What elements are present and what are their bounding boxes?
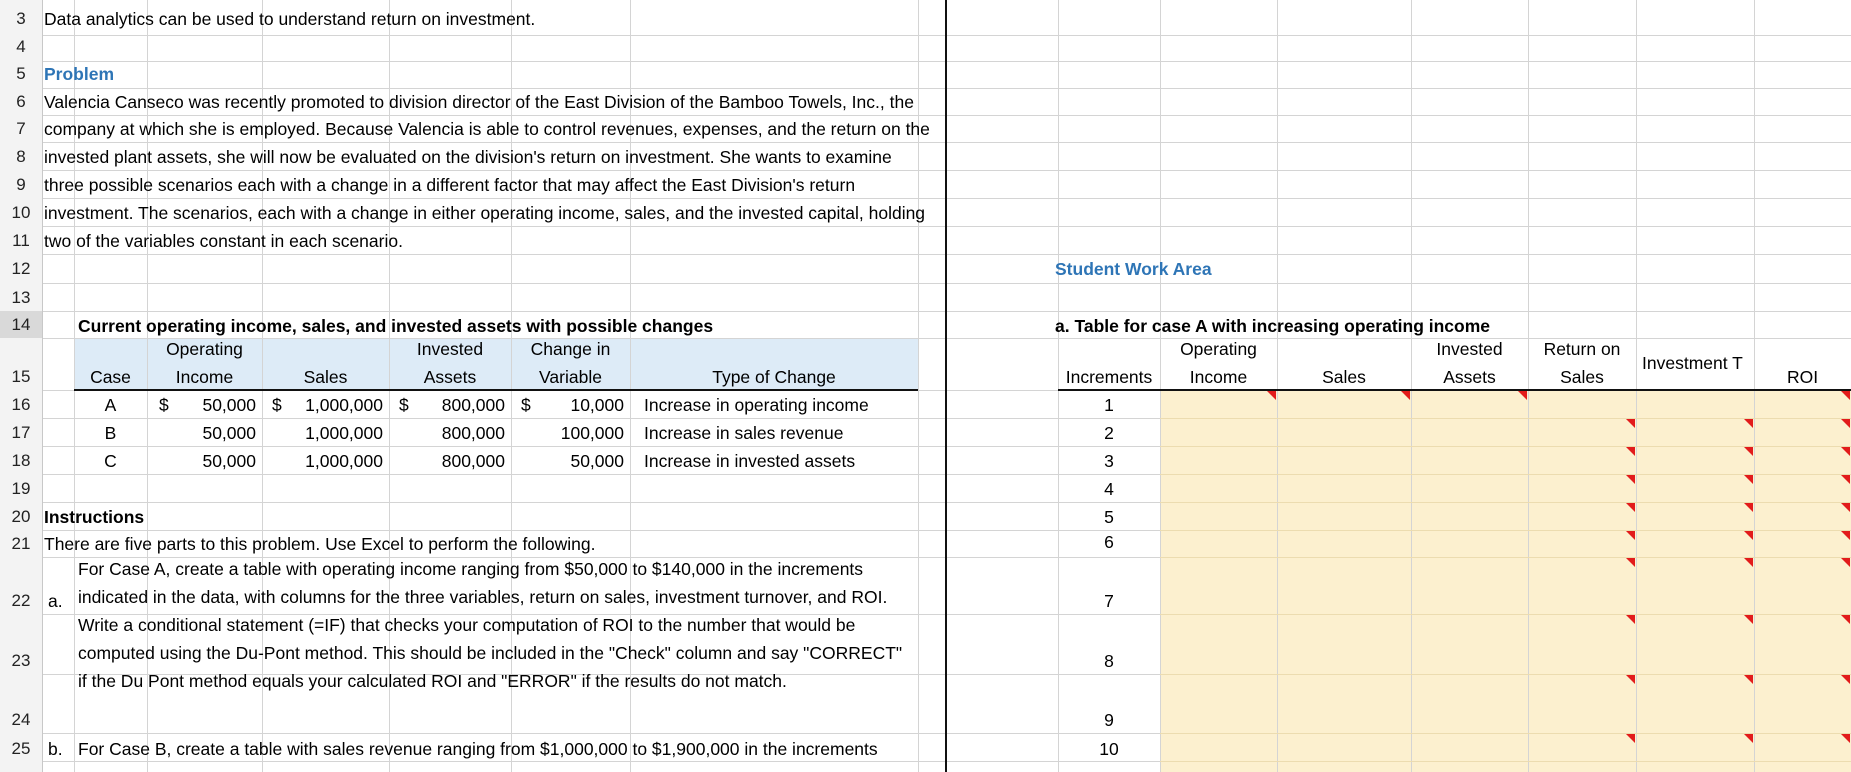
case-a-assets[interactable]: 800,000 [441, 395, 505, 415]
header-case: Case [90, 367, 131, 387]
row-header-20[interactable]: 20 [11, 507, 31, 526]
comment-indicator[interactable] [1744, 475, 1753, 484]
comment-indicator[interactable] [1626, 475, 1635, 484]
case-c-income[interactable]: 50,000 [202, 451, 256, 471]
case-b[interactable]: B [104, 423, 117, 443]
header-type-of-change: Type of Change [712, 367, 836, 387]
work-header-investment-turnover: Investment T [1642, 353, 1743, 373]
problem-line-5: investment. The scenarios, each with a change in either operating income, sales, and the invested capital, holding [44, 203, 926, 223]
comment-indicator[interactable] [1626, 419, 1635, 428]
problem-line-2: company at which she is employed. Because Valencia is able to control revenues, expenses, and the return on the [44, 119, 930, 139]
part-b-line-1: For Case B, create a table with sales revenue ranging from $1,000,000 to $1,900,000 in the increments [78, 739, 878, 759]
intro-text: Data analytics can be used to understand return on investment. [44, 9, 536, 29]
increment-6[interactable]: 6 [1104, 532, 1114, 552]
comment-indicator[interactable] [1841, 447, 1850, 456]
comment-indicator[interactable] [1626, 503, 1635, 512]
row-header-8[interactable]: 8 [16, 147, 26, 166]
work-table-title: a. Table for case A with increasing operating income [1055, 316, 1491, 336]
case-c-type[interactable]: Increase in invested assets [644, 451, 856, 471]
case-a-change[interactable]: 10,000 [570, 395, 624, 415]
case-a-income[interactable]: 50,000 [202, 395, 256, 415]
row-header-5[interactable]: 5 [16, 64, 26, 83]
comment-indicator[interactable] [1841, 391, 1850, 400]
case-a-type[interactable]: Increase in operating income [644, 395, 869, 415]
problem-heading: Problem [44, 64, 115, 84]
row-header-4[interactable]: 4 [16, 37, 26, 56]
work-header-sales: Sales [1322, 367, 1366, 387]
work-header-operating: Operating [1180, 339, 1257, 359]
part-a-line-2: indicated in the data, with columns for the three variables, return on sales, investment turnover, and ROI. [78, 587, 888, 607]
comment-indicator[interactable] [1626, 447, 1635, 456]
row-header-21[interactable]: 21 [11, 534, 31, 553]
header-invested: Invested [416, 339, 484, 359]
row-header-12[interactable]: 12 [11, 259, 31, 278]
row-header-7[interactable]: 7 [16, 119, 26, 138]
row-header-3[interactable]: 3 [16, 9, 26, 28]
increment-10[interactable]: 10 [1099, 739, 1119, 759]
comment-indicator[interactable] [1744, 675, 1753, 684]
work-header-return-sales: Sales [1560, 367, 1604, 387]
part-b-label: b. [48, 739, 63, 759]
data-table-header-underline [74, 389, 918, 391]
comment-indicator[interactable] [1518, 391, 1527, 400]
increment-4[interactable]: 4 [1104, 479, 1114, 499]
work-table-header-underline [1058, 389, 1851, 391]
header-sales: Sales [303, 367, 348, 387]
row-header-9[interactable]: 9 [16, 175, 26, 194]
comment-indicator[interactable] [1626, 558, 1635, 567]
comment-indicator[interactable] [1744, 558, 1753, 567]
dollar-sign: $ [272, 395, 282, 415]
row-header-11[interactable]: 11 [12, 231, 30, 250]
part-a-line-1: For Case A, create a table with operating income ranging from $50,000 to $140,000 in the increments [78, 559, 864, 579]
comment-indicator[interactable] [1841, 734, 1850, 743]
pane-divider [945, 0, 947, 772]
row-header-23[interactable]: 23 [11, 651, 31, 670]
comment-indicator[interactable] [1841, 615, 1850, 624]
case-b-sales[interactable]: 1,000,000 [305, 423, 383, 443]
case-b-income[interactable]: 50,000 [202, 423, 256, 443]
comment-indicator[interactable] [1626, 734, 1635, 743]
case-c[interactable]: C [104, 451, 117, 471]
header-assets: Assets [423, 367, 477, 387]
increment-5[interactable]: 5 [1104, 507, 1114, 527]
row-header-15[interactable]: 15 [11, 367, 31, 386]
comment-indicator[interactable] [1744, 734, 1753, 743]
comment-indicator[interactable] [1841, 558, 1850, 567]
comment-indicator[interactable] [1626, 615, 1635, 624]
row-header-18[interactable]: 18 [11, 451, 31, 470]
work-header-return-on: Return on [1543, 339, 1621, 359]
comment-indicator[interactable] [1626, 531, 1635, 540]
case-b-change[interactable]: 100,000 [560, 423, 624, 443]
dollar-sign: $ [521, 395, 531, 415]
part-a-line-3: Write a conditional statement (=IF) that checks your computation of ROI to the number that would be [78, 615, 856, 635]
comment-indicator[interactable] [1841, 503, 1850, 512]
header-operating: Operating [166, 339, 243, 359]
row-header-16[interactable]: 16 [11, 395, 31, 414]
comment-indicator[interactable] [1841, 419, 1850, 428]
case-a[interactable]: A [104, 395, 117, 415]
header-income: Income [175, 367, 234, 387]
case-c-sales[interactable]: 1,000,000 [305, 451, 383, 471]
case-c-assets[interactable]: 800,000 [441, 451, 505, 471]
increment-7[interactable]: 7 [1104, 591, 1114, 611]
row-header-17[interactable]: 17 [11, 423, 31, 442]
comment-indicator[interactable] [1626, 675, 1635, 684]
comment-indicator[interactable] [1841, 475, 1850, 484]
header-change-in: Change in [530, 339, 611, 359]
work-header-assets: Assets [1443, 367, 1496, 387]
increment-8[interactable]: 8 [1104, 651, 1114, 671]
problem-line-4: three possible scenarios each with a change in a different factor that may affect the East Division's return [44, 175, 856, 195]
part-a-line-4: computed using the Du-Pont method. This should be included in the "Check" column and say "CORRECT" [78, 643, 903, 663]
row-header-22[interactable]: 22 [11, 591, 31, 610]
row-header-19[interactable]: 19 [11, 479, 31, 498]
increment-9[interactable]: 9 [1104, 710, 1114, 730]
row-headers [0, 0, 43, 772]
part-a-line-5: if the Du Pont method equals your calculated ROI and "ERROR" if the results do not match. [78, 671, 787, 691]
comment-indicator[interactable] [1744, 531, 1753, 540]
comment-indicator[interactable] [1841, 675, 1850, 684]
problem-line-3: invested plant assets, she will now be evaluated on the division's return on investment. She wants to examine [44, 147, 892, 167]
row-header-25[interactable]: 25 [11, 739, 31, 758]
dollar-sign: $ [399, 395, 409, 415]
comment-indicator[interactable] [1744, 447, 1753, 456]
increment-3[interactable]: 3 [1104, 451, 1114, 471]
comment-indicator[interactable] [1401, 391, 1410, 400]
student-work-area-heading: Student Work Area [1055, 259, 1212, 279]
problem-line-1: Valencia Canseco was recently promoted to division director of the East Division of the Bamboo Towels, Inc., the [44, 92, 914, 112]
instructions-heading: Instructions [44, 507, 145, 527]
part-a-label: a. [48, 591, 63, 611]
row-header-24[interactable]: 24 [11, 710, 31, 729]
row-header-13[interactable]: 13 [11, 288, 31, 307]
increment-1[interactable]: 1 [1104, 395, 1114, 415]
row-header-14[interactable]: 14 [0, 311, 42, 338]
row-header-6[interactable]: 6 [16, 92, 26, 111]
comment-indicator[interactable] [1744, 503, 1753, 512]
problem-line-6: two of the variables constant in each scenario. [44, 231, 403, 251]
data-table-title: Current operating income, sales, and invested assets with possible changes [78, 316, 714, 336]
comment-indicator[interactable] [1744, 615, 1753, 624]
case-b-type[interactable]: Increase in sales revenue [644, 423, 844, 443]
work-header-income: Income [1189, 367, 1248, 387]
header-variable: Variable [539, 367, 602, 387]
work-header-invested: Invested [1436, 339, 1503, 359]
comment-indicator[interactable] [1744, 419, 1753, 428]
case-c-change[interactable]: 50,000 [570, 451, 624, 471]
work-header-roi: ROI [1786, 367, 1819, 387]
row-header-10[interactable]: 10 [11, 203, 31, 222]
case-a-sales[interactable]: 1,000,000 [305, 395, 383, 415]
comment-indicator[interactable] [1267, 391, 1276, 400]
dollar-sign: $ [159, 395, 169, 415]
case-b-assets[interactable]: 800,000 [441, 423, 505, 443]
work-header-increments: Increments [1065, 367, 1153, 387]
comment-indicator[interactable] [1841, 531, 1850, 540]
instructions-intro: There are five parts to this problem. Use Excel to perform the following. [44, 534, 596, 554]
increment-2[interactable]: 2 [1104, 423, 1114, 443]
